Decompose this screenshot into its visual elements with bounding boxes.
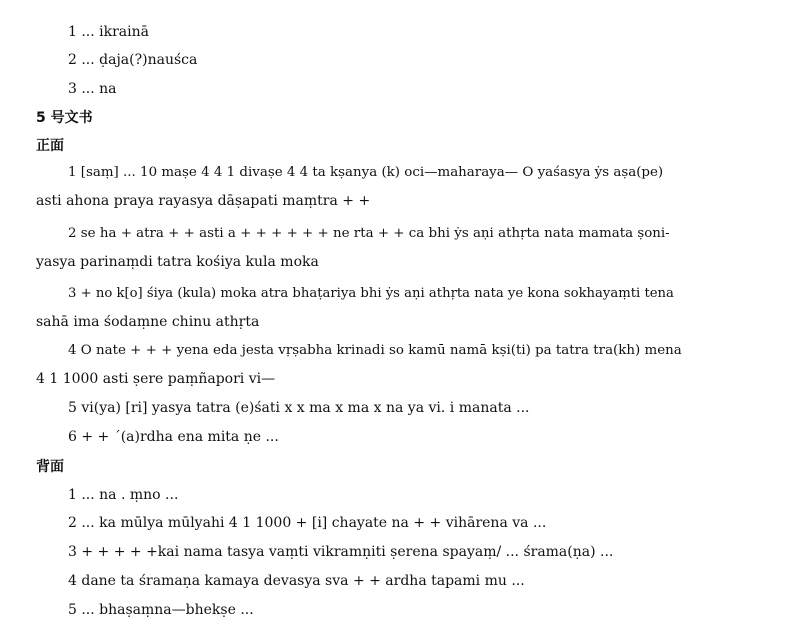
recto-line-1: 1 [saṃ] ... 10 maṣe 4 4 1 divaṣe 4 4 ta kṣanya (k) oci—maharaya— O yaśasya ẏs aṣa(pe) bbox=[68, 165, 664, 180]
recto-line-3: 3 + no k[o] śiya (kula) moka atra bhaṭariya bhi ẏs aṇi athṛta nata ye kona sokhayaṃti tena bbox=[68, 286, 674, 301]
recto-line-1-cont: asti ahona praya rayasya dāṣapati maṃtra + + bbox=[36, 193, 371, 209]
verso-heading: 背面 bbox=[36, 459, 64, 475]
pre-line-1: 1 ... ikrainā bbox=[68, 24, 149, 40]
doc-heading: 5 号文书 bbox=[36, 110, 93, 126]
recto-line-4: 4 O nate + + + yena eda jesta vṛṣabha krinadi so kamū namā kṣi(ti) pa tatra tra(kh) mena bbox=[68, 343, 682, 358]
pre-line-3: 3 ... na bbox=[68, 81, 117, 97]
recto-line-2: 2 se ha + atra + + asti a + + + + + + ne rta + + ca bhi ẏs aṇi athṛta nata mamata ṣoni- bbox=[68, 226, 670, 241]
recto-line-2-cont: yasya parinaṃdi tatra kośiya kula moka bbox=[36, 254, 319, 270]
verso-line-4: 4 dane ta śramaṇa kamaya devasya sva + + ardha tapami mu ... bbox=[68, 573, 525, 589]
verso-line-5: 5 ... bhaṣaṃna—bhekṣe ... bbox=[68, 602, 254, 618]
recto-line-3-cont: sahā ima śodaṃne chinu athṛta bbox=[36, 314, 260, 330]
verso-line-1: 1 ... na . ṃno ... bbox=[68, 487, 179, 503]
recto-heading: 正面 bbox=[36, 138, 64, 154]
verso-line-2: 2 ... ka mūlya mūlyahi 4 1 1000 + [i] chayate na + + vihārena va ... bbox=[68, 515, 547, 531]
verso-line-3: 3 + + + + +kai nama tasya vaṃti vikramṇiti ṣerena spayaṃ/ ... śrama(ṇa) ... bbox=[68, 544, 614, 560]
pre-line-2: 2 ... ḍaja(?)nauśca bbox=[68, 52, 198, 68]
recto-line-6: 6 + + ´(a)rdha ena mita ṇe ... bbox=[68, 429, 279, 445]
recto-line-5: 5 vi(ya) [ri] yasya tatra (e)śati x x ma x ma x na ya vi. i manata ... bbox=[68, 400, 530, 416]
recto-line-4-cont: 4 1 1000 asti ṣere paṃñapori vi— bbox=[36, 371, 276, 387]
